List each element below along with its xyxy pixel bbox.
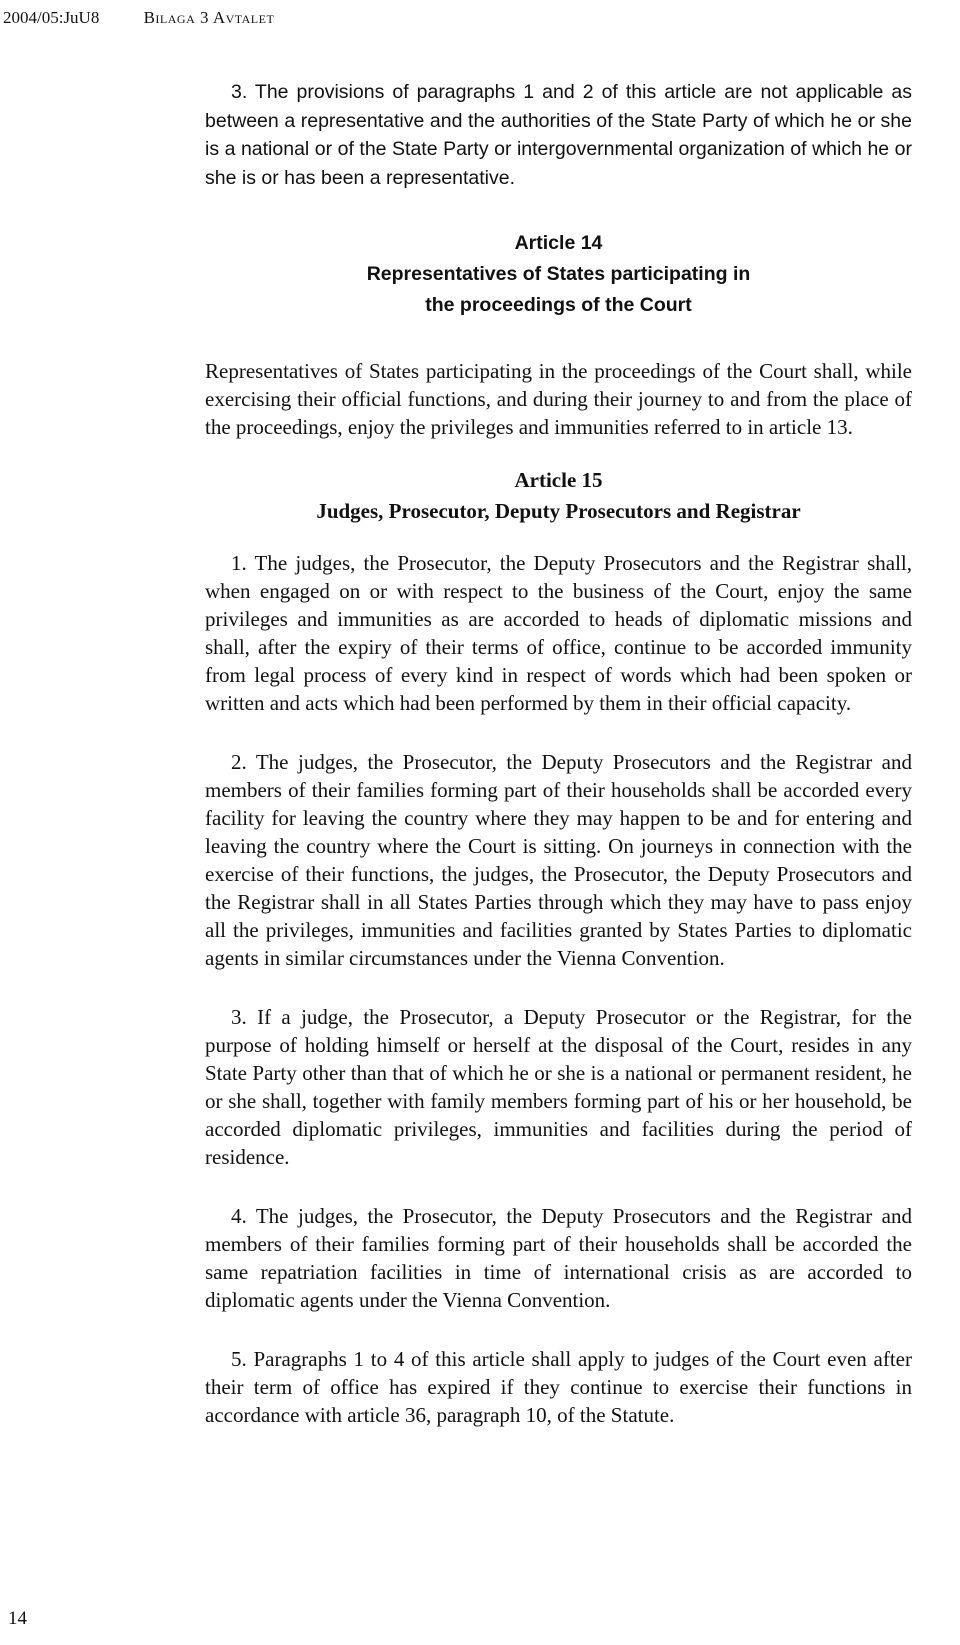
article-15-paragraph-5: 5. Paragraphs 1 to 4 of this article shall apply to judges of the Court even after their term of office has expired if they continue to exercise their functions in accordance with article 36, paragraph 10, of the Statute.: [205, 1347, 912, 1427]
article-15-title: Judges, Prosecutor, Deputy Prosecutors and Registrar: [316, 499, 801, 523]
article-15-number: Article 15: [514, 468, 603, 492]
page-number: 14: [8, 1608, 27, 1629]
article-15-paragraph-1: 1. The judges, the Prosecutor, the Deputy Prosecutors and the Registrar shall, when engaged on or with respect to the business of the Court, enjoy the same privileges and immunities as are accorded to heads of diplomatic missions and shall, after the expiry of their terms of office, continue to be accorded immunity from legal process of every kind in respect of words which had been spoken or written and acts which had been performed by them in their official capacity.: [205, 551, 912, 715]
header-date: 2004/05:JuU8: [3, 8, 100, 27]
header-section: Bilaga 3 Avtalet: [143, 8, 275, 27]
article-14-heading: [205, 228, 912, 321]
intro-paragraph: 3. The provisions of paragraphs 1 and 2 of this article are not applicable as between a representative and the authorities of the State Party of which he or she is a national or of the State Party or intergovernmental organization of which he or she is or has been a representative.: [205, 81, 912, 189]
article-15-paragraph-3: 3. If a judge, the Prosecutor, a Deputy Prosecutor or the Registrar, for the purpose of holding himself or herself at the disposal of the Court, resides in any State Party other than that of which he or she is a national or permanent resident, he or she shall, together with family members forming part of his or her household, be accorded diplomatic privileges, immunities and facilities during the period of residence.: [205, 1005, 912, 1169]
article-14-title-line-1: Representatives of States participating in: [366, 263, 751, 285]
running-header: [3, 8, 274, 28]
article-15-paragraph-4: 4. The judges, the Prosecutor, the Deputy Prosecutors and the Registrar and members of their families forming part of their households shall be accorded the same repatriation facilities in time of international crisis as are accorded to diplomatic agents under the Vienna Convention.: [205, 1204, 912, 1312]
article-14-title-line-2: the proceedings of the Court: [425, 294, 692, 316]
article-14-number: Article 14: [514, 232, 603, 254]
page-body: [205, 78, 912, 1429]
article-14-body: Representatives of States participating in the proceedings of the Court shall, while exercising their official functions, and during their journey to and from the place of the proceedings, enjoy the privileges and immunities referred to in article 13.: [205, 359, 912, 439]
article-15-paragraph-2: 2. The judges, the Prosecutor, the Deputy Prosecutors and the Registrar and members of their families forming part of their households shall be accorded every facility for leaving the country where they may happen to be and for entering and leaving the country where the Court is sitting. On journeys in connection with the exercise of their functions, the judges, the Prosecutor, the Deputy Prosecutors and the Registrar shall in all States Parties through which they may have to pass enjoy all the privileges, immunities and facilities granted by States Parties to diplomatic agents in similar circumstances under the Vienna Convention.: [205, 750, 912, 970]
article-15-heading: [205, 465, 912, 527]
